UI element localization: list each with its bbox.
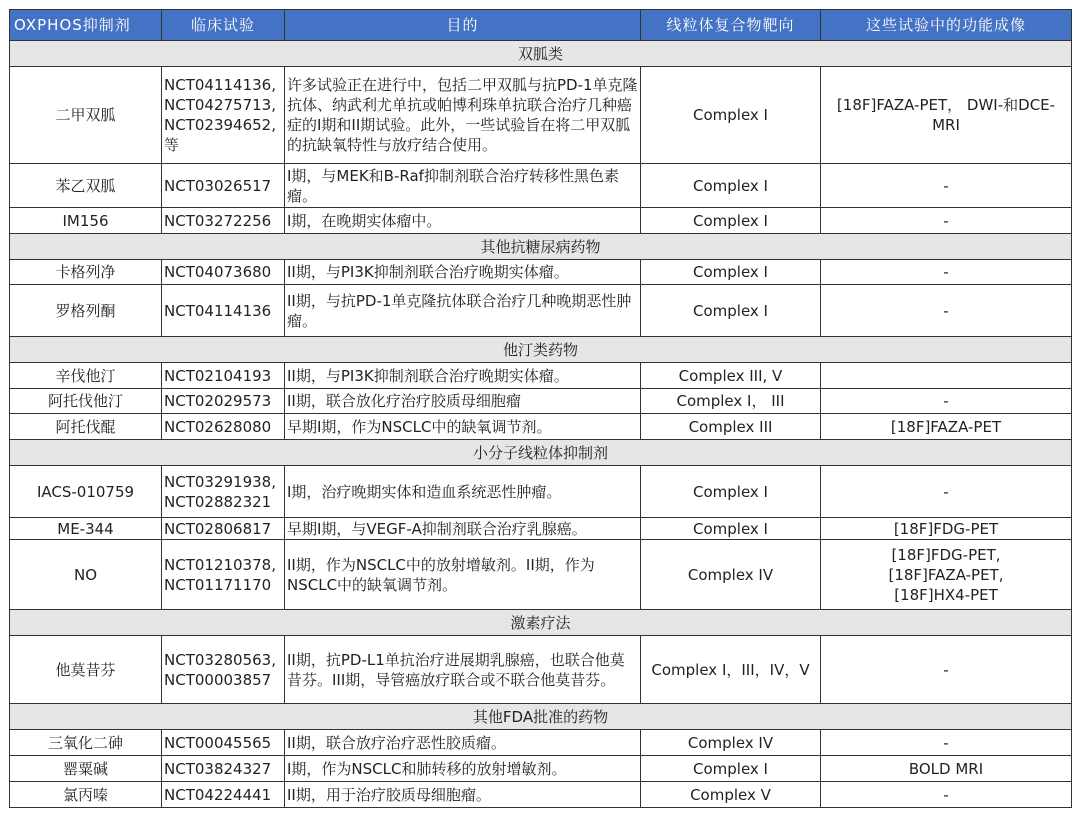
- header-clinical-trial: 临床试验: [162, 10, 285, 41]
- complex-target-cell: Complex IV: [641, 730, 821, 756]
- purpose-cell: II期，与PI3K抑制剂联合治疗晚期实体瘤。: [285, 363, 641, 389]
- functional-imaging-cell: [821, 756, 1072, 782]
- category-row: [10, 440, 1072, 466]
- header-complex-target: 线粒体复合物靶向: [641, 10, 821, 41]
- complex-target-cell: Complex I: [641, 518, 821, 540]
- table-row: [10, 414, 1072, 440]
- clinical-trial-cell: [162, 540, 285, 610]
- purpose-cell: I期，与MEK和B-Raf抑制剂联合治疗转移性黑色素瘤。: [285, 164, 641, 208]
- imaging-method: [18F]HX4-PET: [894, 585, 998, 604]
- purpose-cell: II期，抗PD-L1单抗治疗进展期乳腺癌，也联合他莫昔芬。III期，导管癌放疗联合或不联合他莫昔芬。: [285, 636, 641, 704]
- category-label: 其他抗糖尿病药物: [10, 234, 1072, 260]
- complex-target-cell: Complex I: [641, 466, 821, 518]
- trial-id: NCT04224441: [164, 785, 272, 804]
- purpose-cell: I期，治疗晚期实体和造血系统恶性肿瘤。: [285, 466, 641, 518]
- clinical-trial-cell: [162, 782, 285, 808]
- drug-name-cell: 阿托伐他汀: [10, 389, 162, 414]
- complex-target-cell: Complex I: [641, 164, 821, 208]
- functional-imaging-cell: [821, 518, 1072, 540]
- drug-name-cell: 苯乙双胍: [10, 164, 162, 208]
- category-row: [10, 234, 1072, 260]
- category-label: 小分子线粒体抑制剂: [10, 440, 1072, 466]
- table-row: [10, 466, 1072, 518]
- category-row: [10, 610, 1072, 636]
- table-row: [10, 540, 1072, 610]
- drug-name-cell: 氯丙嗪: [10, 782, 162, 808]
- purpose-cell: II期，联合放疗治疗恶性胶质瘤。: [285, 730, 641, 756]
- purpose-cell: II期，作为NSCLC中的放射增敏剂。II期，作为NSCLC中的缺氧调节剂。: [285, 540, 641, 610]
- purpose-cell: 许多试验正在进行中，包括二甲双胍与抗PD-1单克隆抗体、纳武利尤单抗或帕博利珠单抗联合治疗几种癌症的I期和II期试验。此外，一些试验旨在将二甲双胍的抗缺氧特性与放疗结合使用。: [285, 67, 641, 164]
- imaging-method: -: [943, 660, 949, 679]
- header-purpose: 目的: [285, 10, 641, 41]
- trial-id: NCT02628080: [164, 417, 272, 436]
- trial-id: NCT03824327: [164, 759, 272, 778]
- trial-id: NCT04114136: [164, 301, 272, 320]
- purpose-cell: I期，在晚期实体瘤中。: [285, 208, 641, 234]
- clinical-trial-cell: [162, 414, 285, 440]
- category-row: [10, 41, 1072, 67]
- imaging-method: -: [943, 301, 949, 320]
- trial-id: NCT02882321: [164, 492, 272, 511]
- table-row: [10, 285, 1072, 337]
- complex-target-cell: Complex I: [641, 285, 821, 337]
- complex-target-cell: Complex I: [641, 67, 821, 164]
- trial-id: NCT04073680: [164, 263, 272, 281]
- trial-id: NCT03026517: [164, 176, 272, 195]
- imaging-method: -: [943, 392, 949, 410]
- functional-imaging-cell: [821, 466, 1072, 518]
- imaging-method: -: [943, 263, 949, 281]
- clinical-trial-cell: [162, 730, 285, 756]
- complex-target-cell: Complex I， III: [641, 389, 821, 414]
- functional-imaging-cell: [821, 389, 1072, 414]
- imaging-method: -: [943, 733, 949, 752]
- category-label: 他汀类药物: [10, 337, 1072, 363]
- drug-name-cell: 罂粟碱: [10, 756, 162, 782]
- table-row: [10, 208, 1072, 234]
- table-row: [10, 164, 1072, 208]
- clinical-trial-cell: [162, 164, 285, 208]
- table-header-row: [10, 10, 1072, 41]
- imaging-method: -: [943, 211, 949, 230]
- functional-imaging-cell: [821, 208, 1072, 234]
- drug-name-cell: NO: [10, 540, 162, 610]
- trial-id: NCT02806817: [164, 519, 272, 538]
- header-functional-imaging: 这些试验中的功能成像: [821, 10, 1072, 41]
- imaging-method: -: [943, 176, 949, 195]
- functional-imaging-cell: [821, 540, 1072, 610]
- drug-name-cell: 三氧化二砷: [10, 730, 162, 756]
- purpose-cell: 早期I期，作为NSCLC中的缺氧调节剂。: [285, 414, 641, 440]
- clinical-trial-cell: [162, 756, 285, 782]
- complex-target-cell: Complex I: [641, 208, 821, 234]
- trial-id: NCT04114136,: [164, 76, 276, 94]
- functional-imaging-cell: [821, 260, 1072, 285]
- purpose-cell: I期，作为NSCLC和肺转移的放射增敏剂。: [285, 756, 641, 782]
- imaging-method: [18F]FAZA-PET: [890, 417, 1002, 436]
- drug-name-cell: 他莫昔芬: [10, 636, 162, 704]
- clinical-trial-cell: [162, 67, 285, 164]
- complex-target-cell: Complex I: [641, 756, 821, 782]
- complex-target-cell: Complex III, V: [641, 363, 821, 389]
- purpose-cell: 早期I期，与VEGF-A抑制剂联合治疗乳腺癌。: [285, 518, 641, 540]
- table-body: [10, 41, 1072, 808]
- table-row: [10, 389, 1072, 414]
- functional-imaging-cell: [821, 285, 1072, 337]
- clinical-trial-cell: [162, 285, 285, 337]
- table-row: [10, 518, 1072, 540]
- imaging-method: -: [943, 482, 949, 501]
- purpose-cell: II期，用于治疗胶质母细胞瘤。: [285, 782, 641, 808]
- purpose-cell: II期，与抗PD-1单克隆抗体联合治疗几种晚期恶性肿瘤。: [285, 285, 641, 337]
- clinical-trial-cell: [162, 208, 285, 234]
- complex-target-cell: Complex V: [641, 782, 821, 808]
- complex-target-cell: Complex III: [641, 414, 821, 440]
- trial-id: NCT01210378,: [164, 555, 276, 574]
- functional-imaging-cell: [821, 414, 1072, 440]
- purpose-cell: II期，与PI3K抑制剂联合治疗晚期实体瘤。: [285, 260, 641, 285]
- category-label: 其他FDA批准的药物: [10, 704, 1072, 730]
- imaging-method: BOLD MRI: [908, 759, 984, 778]
- category-label: 双胍类: [10, 41, 1072, 67]
- imaging-method: [18F]FAZA-PET， DWI-和DCE-: [836, 96, 1056, 114]
- drug-name-cell: 罗格列酮: [10, 285, 162, 337]
- complex-target-cell: Complex I，III，IV，V: [641, 636, 821, 704]
- imaging-method: -: [943, 785, 949, 804]
- table-row: [10, 730, 1072, 756]
- imaging-method: MRI: [932, 116, 960, 134]
- drug-name-cell: ME-344: [10, 518, 162, 540]
- imaging-method: [18F]FDG-PET,: [891, 545, 1001, 564]
- category-row: [10, 704, 1072, 730]
- drug-name-cell: 辛伐他汀: [10, 363, 162, 389]
- trial-id: 等: [164, 136, 180, 154]
- trial-id: NCT03291938,: [164, 472, 276, 491]
- trial-id: NCT00045565: [164, 733, 272, 752]
- drug-name-cell: 二甲双胍: [10, 67, 162, 164]
- trial-id: NCT03272256: [164, 211, 272, 230]
- table-row: [10, 636, 1072, 704]
- trial-id: NCT03280563,: [164, 650, 276, 669]
- functional-imaging-cell: [821, 636, 1072, 704]
- purpose-cell: II期，联合放化疗治疗胶质母细胞瘤: [285, 389, 641, 414]
- functional-imaging-cell: [821, 164, 1072, 208]
- clinical-trial-cell: [162, 363, 285, 389]
- functional-imaging-cell: [821, 782, 1072, 808]
- header-oxphos-inhibitor: OXPHOS抑制剂: [10, 10, 162, 41]
- oxphos-inhibitor-table: [9, 9, 1072, 808]
- table-row: [10, 260, 1072, 285]
- drug-name-cell: IACS-010759: [10, 466, 162, 518]
- drug-name-cell: 卡格列净: [10, 260, 162, 285]
- complex-target-cell: Complex IV: [641, 540, 821, 610]
- clinical-trial-cell: [162, 260, 285, 285]
- clinical-trial-cell: [162, 389, 285, 414]
- table-row: [10, 67, 1072, 164]
- clinical-trial-cell: [162, 466, 285, 518]
- imaging-method: [18F]FDG-PET: [893, 519, 999, 538]
- functional-imaging-cell: [821, 363, 1072, 389]
- table-row: [10, 782, 1072, 808]
- drug-name-cell: IM156: [10, 208, 162, 234]
- category-row: [10, 337, 1072, 363]
- imaging-method: [18F]FAZA-PET,: [888, 565, 1004, 584]
- clinical-trial-cell: [162, 518, 285, 540]
- functional-imaging-cell: [821, 730, 1072, 756]
- functional-imaging-cell: [821, 67, 1072, 164]
- trial-id: NCT02029573: [164, 392, 272, 410]
- trial-id: NCT04275713,: [164, 96, 276, 114]
- clinical-trial-cell: [162, 636, 285, 704]
- trial-id: NCT02104193: [164, 366, 272, 385]
- category-label: 激素疗法: [10, 610, 1072, 636]
- complex-target-cell: Complex I: [641, 260, 821, 285]
- table-row: [10, 756, 1072, 782]
- trial-id: NCT01171170: [164, 575, 272, 594]
- trial-id: NCT02394652,: [164, 116, 276, 134]
- drug-name-cell: 阿托伐醌: [10, 414, 162, 440]
- trial-id: NCT00003857: [164, 670, 272, 689]
- table-row: [10, 363, 1072, 389]
